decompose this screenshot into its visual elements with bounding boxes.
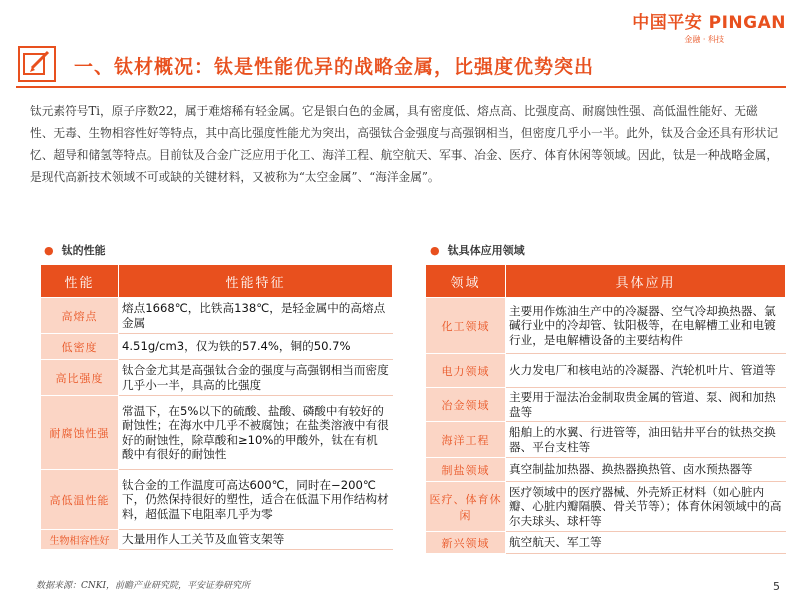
pencil-note-icon [18,46,56,82]
table-row [426,388,786,422]
field-application: 主要用于湿法冶金制取贵金属的管道、泵、阀和加热盘等 [506,388,786,422]
field-name: 海洋工程 [426,422,506,458]
column-header: 具体应用 [506,265,786,298]
property-description: 大量用作人工关节及血管支架等 [119,530,393,550]
property-description: 钛合金的工作温度可高达600℃，同时在−200℃下，仍然保持很好的塑性，适合在低温下用作结构材料，超低温下电阻率几乎为零 [119,470,393,530]
field-application: 火力发电厂和核电站的冷凝器、汽轮机叶片、管道等 [506,354,786,388]
property-name: 高低温性能 [41,470,119,530]
bullet-dot-icon: ● [430,244,440,257]
page-number: 5 [773,580,780,593]
property-description: 钛合金尤其是高强钛合金的强度与高强钢相当而密度几乎小一半，具高的比强度 [119,360,393,396]
property-description: 常温下，在5%以下的硫酸、盐酸、磷酸中有较好的耐蚀性；在海水中几乎不被腐蚀；在盐类溶液中有很好的耐蚀性，除草酸和≥10%的甲酸外，钛在有机酸中有很好的耐蚀性 [119,396,393,470]
field-application: 医疗领域中的医疗器械、外壳矫正材料（如心脏内瓣、心脏内瓣隔膜、骨关节等）；体育休闲领域中的高尔夫球头、球杆等 [506,482,786,532]
table-row [426,422,786,458]
field-name: 电力领域 [426,354,506,388]
property-description: 熔点1668℃，比铁高138℃，是轻金属中的高熔点金属 [119,298,393,334]
property-description: 4.51g/cm3，仅为铁的57.4%，铜的50.7% [119,334,393,360]
left-section-heading [44,242,106,258]
field-application: 航空航天、军工等 [506,532,786,554]
intro-paragraph: 钛元素符号Ti，原子序数22，属于难熔稀有轻金属。它是银白色的金属，具有密度低、熔点高、比强度高、耐腐蚀性强、高低温性能好、无磁性、无毒、生物相容性好等特点，其中高比强度性能尤为突出，高强钛合金强度与高强钢相当，但密度几乎小一半。此外，钛及合金还具有形状记忆、超导和储氢等特点。目前钛及合金广泛应用于化工、海洋工程、航空航天、军事、冶金、医疗、体育休闲等领域。因此，钛是一种战略金属，是现代高新技术领域不可或缺的关键材料，又被称为“太空金属”、“海洋金属”。 [30,104,779,184]
table-row [41,470,393,530]
field-application: 船舶上的水翼、行进管等，油田钻井平台的钛热交换器、平台支柱等 [506,422,786,458]
field-application: 主要用作炼油生产中的冷凝器、空气冷却换热器、氯碱行业中的冷却管、钛阳极等，在电解槽工业和电镀行业，是电解槽设备的主要结构件 [506,298,786,354]
table-row [426,482,786,532]
property-name: 高比强度 [41,360,119,396]
data-source-note: 数据来源：CNKI，前瞻产业研究院，平安证券研究所 [36,581,251,591]
property-name: 生物相容性好 [41,530,119,550]
table-row [41,360,393,396]
page-title: 一、钛材概况：钛是性能优异的战略金属，比强度优势突出 [74,56,595,78]
table-row [41,530,393,550]
column-header: 性能 [41,265,119,298]
titanium-properties-table [40,264,393,550]
field-name: 冶金领域 [426,388,506,422]
table-row [41,396,393,470]
logo-text: 中国平安 PINGAN [632,13,786,33]
column-header: 性能特征 [119,265,393,298]
field-name: 医疗、体育休闲 [426,482,506,532]
titanium-applications-table [425,264,786,554]
logo-tagline: 金融 · 科技 [684,35,724,44]
table-row [426,354,786,388]
left-section-title: 钛的性能 [61,244,106,257]
right-section-title: 钛具体应用领域 [447,244,525,257]
table-row [41,334,393,360]
table-row [41,298,393,334]
table-row [426,532,786,554]
table-row [426,298,786,354]
company-logo [632,8,786,45]
column-header: 领域 [426,265,506,298]
table-row [426,458,786,482]
field-name: 新兴领域 [426,532,506,554]
property-name: 低密度 [41,334,119,360]
right-section-heading [430,242,525,258]
property-name: 高熔点 [41,298,119,334]
field-name: 化工领域 [426,298,506,354]
field-application: 真空制盐加热器、换热器换热管、卤水预热器等 [506,458,786,482]
property-name: 耐腐蚀性强 [41,396,119,470]
field-name: 制盐领域 [426,458,506,482]
title-bar [16,44,786,88]
bullet-dot-icon: ● [44,244,54,257]
